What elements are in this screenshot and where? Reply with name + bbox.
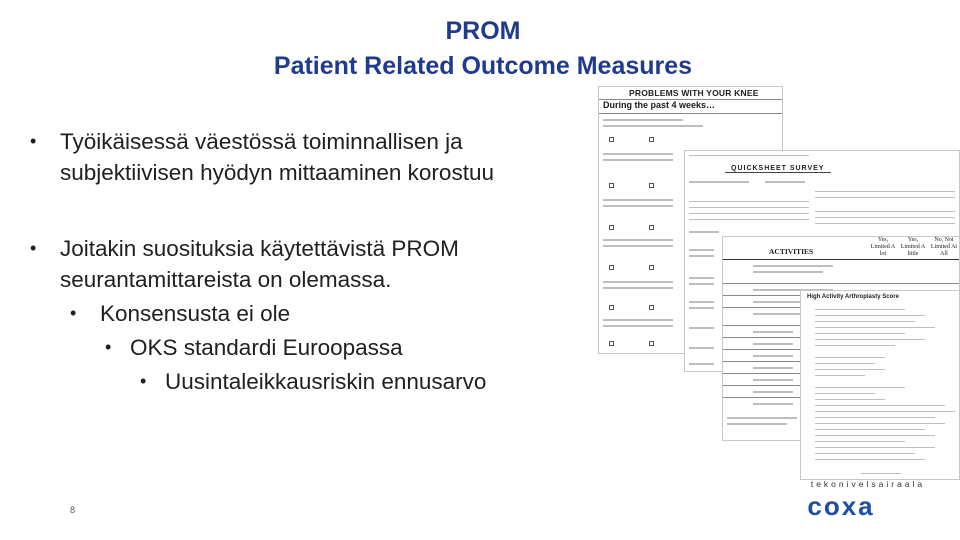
- col-limited-a-lot: Yes, Limited A lot: [870, 237, 896, 257]
- form-line: [689, 307, 714, 309]
- knee-form-title: PROBLEMS WITH YOUR KNEE: [629, 88, 759, 98]
- checkbox-icon: [609, 305, 614, 310]
- form-line: [815, 191, 955, 192]
- form-line: [815, 453, 915, 454]
- bullet-dot: •: [105, 337, 112, 357]
- form-line: [689, 201, 809, 202]
- title-line-2: Patient Related Outcome Measures: [273, 52, 693, 80]
- form-line: [815, 375, 865, 376]
- bullet-item-4: [30, 332, 590, 363]
- score-form-title: High Activity Arthroplasty Score: [807, 294, 899, 300]
- form-line: [815, 339, 925, 340]
- form-line: [815, 405, 945, 406]
- form-line: [689, 301, 714, 303]
- form-line: [815, 393, 875, 394]
- form-line: [815, 411, 955, 412]
- bullet-dot: •: [70, 303, 77, 323]
- form-line: [753, 331, 793, 333]
- form-line: [815, 417, 935, 418]
- form-line: [689, 213, 809, 214]
- checkbox-icon: [609, 341, 614, 346]
- form-line: [689, 249, 714, 251]
- checkbox-icon: [609, 225, 614, 230]
- form-line: [815, 363, 875, 364]
- form-line: [603, 281, 673, 283]
- form-line: [603, 287, 673, 289]
- form-line: [815, 447, 935, 448]
- form-line: [815, 333, 905, 334]
- form-line: [727, 417, 797, 419]
- form-line: [753, 271, 823, 273]
- form-line: [753, 403, 793, 405]
- bullet-item-3: [30, 298, 590, 329]
- form-line: [815, 309, 905, 310]
- form-line: [815, 223, 955, 224]
- checkbox-icon: [609, 265, 614, 270]
- form-line: [689, 255, 714, 257]
- activities-header: ACTIVITIES: [769, 247, 814, 256]
- form-line: [815, 321, 915, 322]
- form-line: [815, 197, 955, 198]
- form-line: [815, 423, 945, 424]
- form-line: [689, 219, 809, 220]
- bullet-dot: •: [30, 238, 37, 258]
- form-line: [815, 429, 925, 430]
- col-not-limited: No, Not Limited At All: [930, 237, 958, 257]
- form-line: [689, 283, 714, 285]
- checkbox-icon: [649, 265, 654, 270]
- bullet-4-text: OKS standardi Euroopassa: [130, 335, 403, 360]
- col-limited-a-little: Yes, Limited A little: [900, 237, 926, 257]
- form-line: [753, 391, 793, 393]
- oxford-form-title: QUICKSHEET SURVEY: [725, 165, 831, 173]
- form-line: [689, 155, 809, 156]
- form-line: [815, 399, 885, 400]
- form-line: [603, 199, 673, 201]
- bullet-5-text: Uusintaleikkausriskin ennusarvo: [165, 369, 487, 394]
- checkbox-icon: [649, 137, 654, 142]
- checkbox-icon: [649, 183, 654, 188]
- knee-form-subtitle: During the past 4 weeks…: [603, 100, 716, 110]
- form-line: [753, 265, 833, 267]
- high-activity-score-image: [800, 290, 960, 480]
- form-line: [603, 153, 673, 155]
- form-line: [753, 343, 793, 345]
- form-line: [815, 441, 905, 442]
- form-line: [603, 319, 673, 321]
- form-line: [689, 347, 714, 349]
- bullet-list: [30, 126, 590, 397]
- form-line: [815, 369, 885, 370]
- form-line: [727, 423, 787, 425]
- form-line: [815, 357, 885, 358]
- title-line-1: PROM: [445, 17, 521, 45]
- form-rule: [599, 113, 782, 114]
- form-line: [861, 473, 901, 474]
- form-line: [815, 387, 905, 388]
- bullet-item-1: [30, 126, 590, 188]
- logo-wordmark: coxa: [807, 493, 875, 519]
- form-line: [689, 363, 714, 365]
- bullet-dot: •: [30, 131, 37, 151]
- slide-title: [0, 14, 960, 84]
- checkbox-icon: [609, 183, 614, 188]
- form-line: [815, 459, 925, 460]
- bullet-item-2: [30, 233, 590, 295]
- bullet-2-line-2: seurantamittareista on olemassa.: [60, 267, 392, 292]
- form-line: [603, 119, 683, 121]
- bullet-2-line-1: Joitakin suosituksia käytettävistä PROM: [60, 236, 459, 261]
- form-line: [603, 325, 673, 327]
- form-line: [603, 205, 673, 207]
- form-line: [753, 379, 793, 381]
- brand-tagline: tekonivelsairaala: [810, 479, 926, 489]
- slide-number: 8: [70, 505, 76, 515]
- bullet-item-5: [30, 366, 590, 397]
- form-line: [689, 327, 714, 329]
- form-line: [815, 217, 955, 218]
- form-line: [815, 211, 955, 212]
- table-rule: [723, 259, 959, 260]
- form-line: [815, 315, 925, 316]
- form-line: [689, 181, 749, 183]
- form-rule: [599, 99, 782, 100]
- form-line: [603, 159, 673, 161]
- form-line: [753, 355, 793, 357]
- form-line: [689, 231, 719, 233]
- form-line: [765, 181, 805, 183]
- form-line: [689, 207, 809, 208]
- bullet-3-text: Konsensusta ei ole: [100, 301, 291, 326]
- form-line: [815, 435, 935, 436]
- form-line: [815, 327, 935, 328]
- bullet-dot: •: [140, 371, 147, 391]
- checkbox-icon: [649, 305, 654, 310]
- bullet-1-line-1: Työikäisessä väestössä toiminnallisen ja: [60, 129, 463, 154]
- form-line: [753, 367, 793, 369]
- form-line: [603, 245, 673, 247]
- checkbox-icon: [649, 225, 654, 230]
- table-rule: [723, 283, 959, 284]
- checkbox-icon: [649, 341, 654, 346]
- checkbox-icon: [609, 137, 614, 142]
- bullet-1-line-2: subjektiivisen hyödyn mittaaminen korostuu: [60, 160, 494, 185]
- form-line: [815, 345, 895, 346]
- form-line: [603, 239, 673, 241]
- form-line: [689, 277, 714, 279]
- form-line: [603, 125, 703, 127]
- coxa-logo: [781, 493, 901, 519]
